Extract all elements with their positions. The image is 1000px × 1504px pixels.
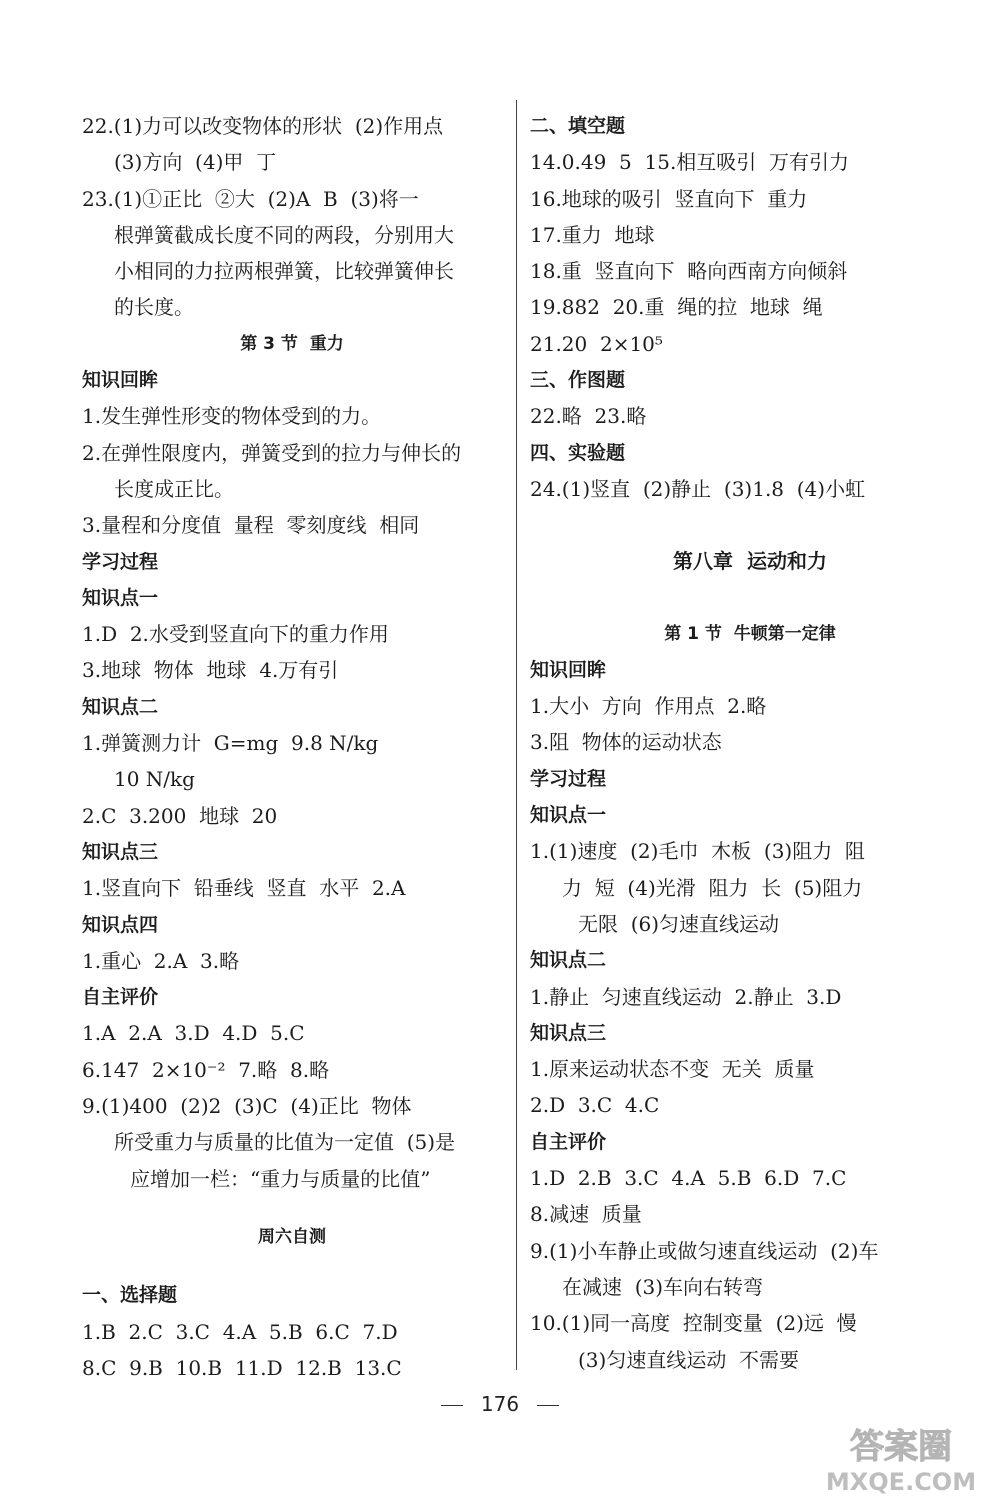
section-heading: 学习过程 [82, 550, 159, 573]
section-heading: 知识点三 [82, 840, 159, 863]
answer-line: 1.发生弹性形变的物体受到的力。 [82, 404, 382, 429]
section-heading: 知识点三 [530, 1021, 607, 1044]
answer-line: 17.重力 地球 [530, 222, 655, 247]
chapter-title: 第八章 运动和力 [673, 549, 827, 574]
section-heading: 知识点一 [82, 586, 159, 609]
answer-line: 2.C 3.200 地球 20 [82, 803, 278, 828]
answer-line: 21.20 2×10⁵ [530, 331, 663, 356]
spacer [82, 1255, 502, 1277]
answer-line: 6.147 2×10⁻² 7.略 8.略 [82, 1057, 330, 1082]
section-heading: 知识回眸 [82, 369, 159, 392]
answer-line: 18.重 竖直向下 略向西南方向倾斜 [530, 259, 848, 284]
answer-line: (3)匀速直线运动 不需要 [578, 1347, 800, 1372]
answer-line: 22.略 23.略 [530, 404, 647, 429]
section-title: 第 1 节 牛顿第一定律 [664, 623, 836, 644]
answer-line: 1.静止 匀速直线运动 2.静止 3.D [530, 984, 842, 1009]
answer-line: 1.弹簧测力计 G=mg 9.8 N/kg [82, 731, 379, 756]
answer-line: 22.(1)力可以改变物体的形状 (2)作用点 [82, 114, 444, 138]
section-heading: 学习过程 [530, 767, 607, 790]
answer-line: 2.在弹性限度内，弹簧受到的拉力与伸长的 [82, 440, 462, 465]
answer-line: 所受重力与质量的比值为一定值 (5)是 [114, 1130, 456, 1155]
section-heading: 自主评价 [82, 986, 159, 1009]
answer-line: 的长度。 [114, 295, 194, 320]
answer-line: 根弹簧截成长度不同的两段，分别用大 [114, 222, 454, 247]
spacer [530, 580, 970, 616]
answer-line: 23.(1)①正比 ②大 (2)A B (3)将一 [82, 186, 419, 211]
answer-line: 在减速 (3)车向右转弯 [562, 1274, 764, 1299]
spacer [530, 507, 970, 543]
answer-line: 3.地球 物体 地球 4.万有引 [82, 658, 339, 683]
page-number-dash-left [441, 1405, 463, 1406]
page-number [0, 1392, 1000, 1416]
answer-line: 力 短 (4)光滑 阻力 长 (5)阻力 [562, 875, 863, 900]
answer-line: 小相同的力拉两根弹簧，比较弹簧伸长 [114, 259, 454, 284]
watermark-title: 答案圈 [850, 1427, 952, 1467]
section-title: 第 3 节 重力 [240, 333, 344, 354]
page-number-dash-right [537, 1405, 559, 1406]
answer-line: 16.地球的吸引 竖直向下 重力 [530, 186, 808, 211]
answer-line: 9.(1)400 (2)2 (3)C (4)正比 物体 [82, 1094, 412, 1119]
answer-line: 2.D 3.C 4.C [530, 1093, 660, 1118]
answer-line: 长度成正比。 [114, 476, 234, 501]
answer-line: (3)方向 (4)甲 丁 [114, 150, 277, 175]
left-column [82, 108, 502, 1386]
answer-line: 1.A 2.A 3.D 4.D 5.C [82, 1021, 305, 1046]
section-heading: 一、选择题 [82, 1284, 178, 1307]
answer-line: 应增加一栏：“重力与质量的比值” [130, 1166, 431, 1191]
answer-line: 1.竖直向下 铅垂线 竖直 水平 2.A [82, 876, 406, 901]
answer-line: 8.减速 质量 [530, 1202, 642, 1227]
section-heading: 知识点四 [82, 913, 159, 936]
answer-line: 1.D 2.水受到竖直向下的重力作用 [82, 622, 389, 647]
answer-line: 19.882 20.重 绳的拉 地球 绳 [530, 295, 823, 320]
answer-line: 10.(1)同一高度 控制变量 (2)远 慢 [530, 1311, 857, 1336]
watermark-url: MXQE.COM [825, 1468, 977, 1496]
section-heading: 二、填空题 [530, 115, 626, 137]
answer-line: 8.C 9.B 10.B 11.D 12.B 13.C [82, 1355, 402, 1380]
answer-line: 9.(1)小车静止或做匀速直线运动 (2)车 [530, 1238, 879, 1263]
page-number-text: 176 [480, 1392, 520, 1416]
section-title: 周六自测 [258, 1226, 326, 1247]
answer-line: 3.量程和分度值 量程 零刻度线 相同 [82, 513, 420, 538]
answer-line: 1.大小 方向 作用点 2.略 [530, 694, 767, 719]
answer-line: 1.原来运动状态不变 无关 质量 [530, 1057, 815, 1082]
column-divider [516, 100, 517, 1370]
answer-line: 1.D 2.B 3.C 4.A 5.B 6.D 7.C [530, 1166, 847, 1191]
right-column [530, 108, 970, 1378]
section-heading: 四、实验题 [530, 441, 626, 464]
spacer [82, 1197, 502, 1219]
section-heading: 知识回眸 [530, 658, 607, 681]
answer-line: 3.阻 物体的运动状态 [530, 730, 722, 755]
section-heading: 知识点二 [82, 695, 159, 718]
section-heading: 自主评价 [530, 1130, 607, 1153]
section-heading: 知识点二 [530, 949, 607, 972]
section-heading: 知识点一 [530, 804, 607, 827]
answer-line: 14.0.49 5 15.相互吸引 万有引力 [530, 150, 850, 175]
watermark-logo [816, 1418, 986, 1498]
answer-line: 24.(1)竖直 (2)静止 (3)1.8 (4)小虹 [530, 476, 866, 501]
answer-line: 10 N/kg [114, 767, 195, 792]
answer-line: 1.B 2.C 3.C 4.A 5.B 6.C 7.D [82, 1319, 398, 1344]
answer-line: 无限 (6)匀速直线运动 [578, 911, 780, 936]
answer-line: 1.重心 2.A 3.略 [82, 948, 240, 973]
section-heading: 三、作图题 [530, 369, 626, 392]
answer-line: 1.(1)速度 (2)毛巾 木板 (3)阻力 阻 [530, 839, 865, 864]
